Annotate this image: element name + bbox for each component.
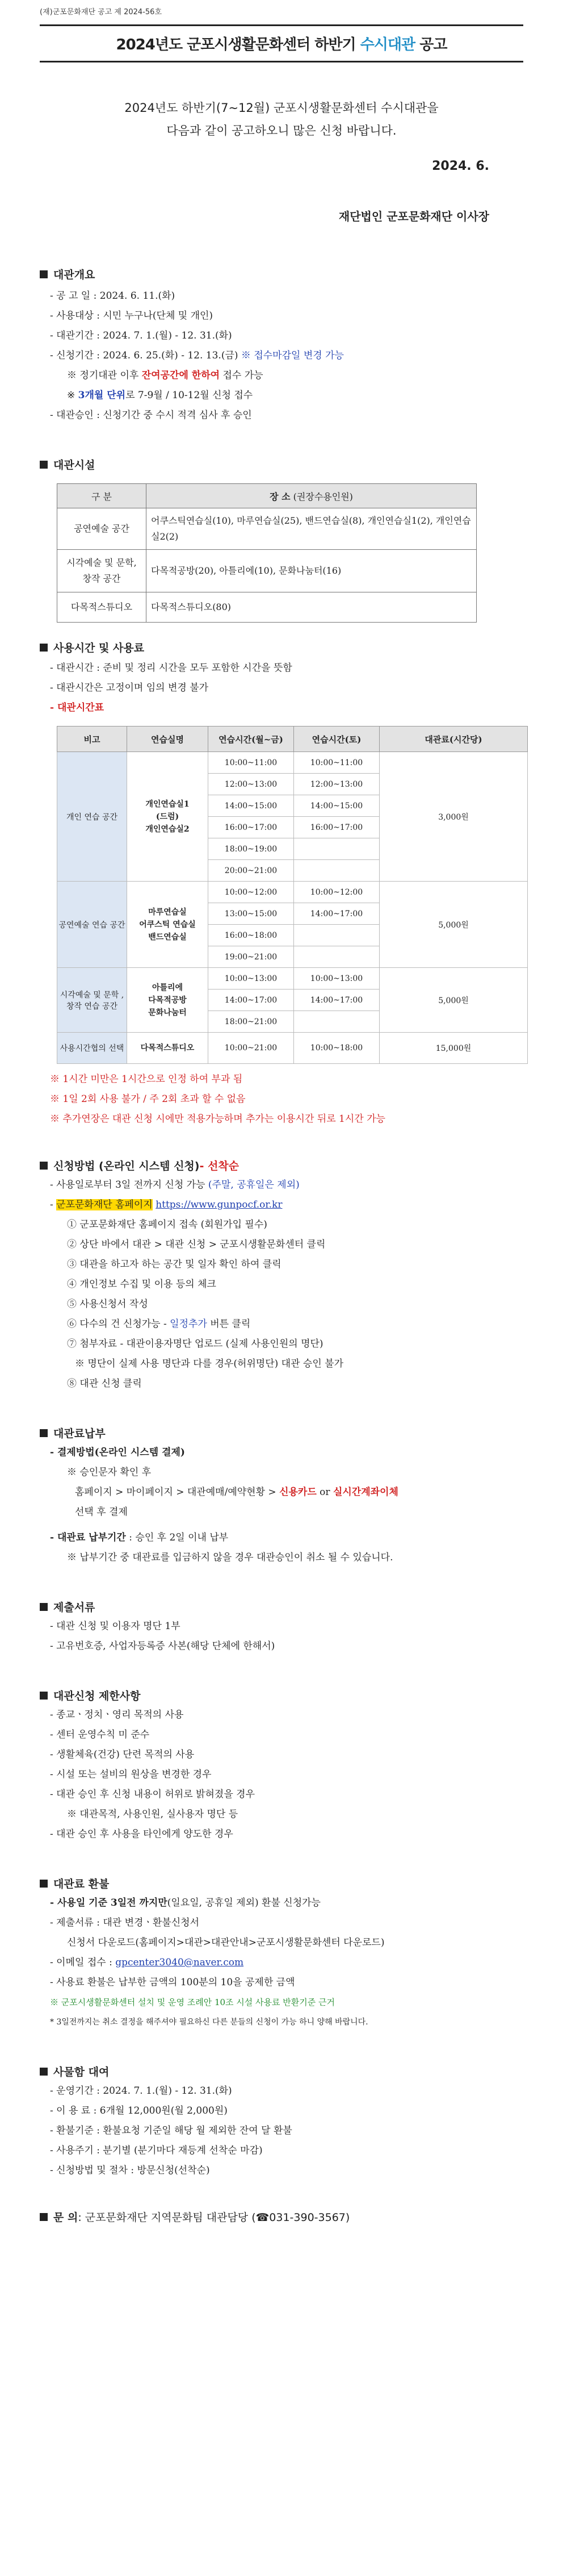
table-row: 공연예술 연습 공간 마루연습실 어쿠스틱 연습실 밴드연습실 10:00~12:00 10:00~12:00 5,000원 [57,882,528,903]
notice-date: 2024. 6. [432,159,489,173]
table-row: 사용시간협의 선택 다목적스튜디오 10:00~21:00 10:00~18:00 15,000원 [57,1033,528,1064]
table-row: 16:00~18:00 [57,925,528,946]
section-payment: 대관료납부 - 결제방법(온라인 시스템 결제) ※ 승인문자 확인 후 홈페이지 > 마이페이지 > 대관예매/예약현황 > 신용카드 or 실시간계좌이체 선택 후 결제 - 대관료 납부기간 : 승인 후 2일 이내 납부 ※ 납부기간 중 대관료를 입금하지 않을 경우 대관승인이 취소 될 수 있습니다. [40,1425,523,1568]
table-row: 18:00~21:00 [57,1011,528,1033]
issuer: 재단법인 군포문화재단 이사장 [338,210,489,223]
bullet-square-icon [40,2068,48,2076]
section-locker-rental: 사물함 대여 - 운영기간 : 2024. 7. 1.(월) - 12. 31.(화) - 이 용 료 : 6개월 12,000원(월 2,000원) - 환불기준 : 환불요청 기준일 해당 월 제외한 잔여 달 환불 - 사용주기 : 분기별 (분기마다 재등계 선착순 마감) - 신청방법 및 절차 : 방문신청(선착순) [40,2064,523,2181]
table-row: 16:00~17:00 16:00~17:00 [57,817,528,838]
section-documents: 제출서류 - 대관 신청 및 이용자 명단 1부 - 고유번호증, 사업자등록증 사본(해당 단체에 한해서) [40,1599,523,1656]
email-link[interactable]: gpcenter3040@naver.com [115,1957,244,1968]
bullet-square-icon [40,1603,48,1611]
section-contact: 문 의 : 군포문화재단 지역문화팀 대관담당 (☎031-390-3567) [40,2209,523,2224]
bullet-square-icon [40,1429,48,1437]
table-row: 12:00~13:00 12:00~13:00 [57,774,528,795]
table-row: 시각예술 및 문학, 창작 공간 다목적공방(20), 아틀리에(10), 문화나눔터(16) [57,550,477,592]
table-row: 19:00~21:00 [57,946,528,968]
table-row: 20:00~21:00 [57,860,528,882]
bullet-square-icon [40,1162,48,1170]
intro-text: 2024년도 하반기(7~12월) 군포시생활문화센터 수시대관을 다음과 같이 공고하오니 많은 신청 바랍니다. [124,101,439,137]
timetable: 비고 연습실명 연습시간(월~금) 연습시간(토) 대관료(시간당) 개인 연습 공간 개인연습실1 (드럼) 개인연습실2 10:00~11:00 10:00~11:00 3,000원 12:00~13:00 12:00~13:00 14:00~15:00 14:00~15:00 16:00~17:00 16:00~17:00 18:00~19:00 20:00~21:00 공연예술 연습 공간 마루연습실 어쿠스틱 연습실 밴드연습실 10:00~12:00 10:00~12:00 5,000원 13:00~15:00 14:00~17:00 16:00~18:00 19:00~21:00 시각예술 및 문학 ,창작 연습 공간 아틀리에 다목적공방 문화나눔터 10:00~13:00 10:00~13:00 5,000원 14:00~17:00 14:00~17:00 18:00~21:00 사용시간협의 선택 다목적스튜디오 10:00~21:00 10:00~18:00 15,000원 [57,726,528,1064]
bullet-square-icon [40,644,48,652]
table-row: 18:00~19:00 [57,838,528,860]
table-row: 14:00~17:00 14:00~17:00 [57,990,528,1011]
facilities-table: 구 분 장 소 (권장수용인원) 공연예술 공간 어쿠스틱연습실(10), 마루연습실(25), 밴드연습실(8), 개인연습실1(2), 개인연습실2(2) 시각예술 및 문학, 창작 공간 다목적공방(20), 아틀리에(10), 문화나눔터(16) 다목적스튜디오 다목적스튜디오(80) [57,483,477,623]
table-row: 13:00~15:00 14:00~17:00 [57,903,528,925]
table-row: 시각예술 및 문학 ,창작 연습 공간 아틀리에 다목적공방 문화나눔터 10:00~13:00 10:00~13:00 5,000원 [57,968,528,990]
section-hours-fees: 사용시간 및 사용료 - 대관시간 : 준비 및 정리 시간을 모두 포함한 시간을 뜻함 - 대관시간은 고정이며 임의 변경 불가 - 대관시간표 비고 연습실명 연습시간(월~금) 연습시간(토) 대관료(시간당) 개인 연습 공간 개인연습실1 (드럼) 개인연습실2 10:00~11:00 10:00~11:00 3,000원 12:00~13:00 12:00~13:00 14:00~15:00 14:00~15:00 16:00~17:00 16:00~17:00 18:00~19:00 20:00~21:00 공연예술 연습 공간 마루연습실 어쿠스틱 연습실 밴드연습실 10:00~12:00 10:00~12:00 5,000원 13:00~15:00 14:00~17:00 16:00~18:00 19:00~21:00 시각예술 및 문학 ,창작 연습 공간 아틀리에 다목적공방 문화나눔터 10:00~13:00 10:00~13:00 5,000원 14:00~17:00 14:00~17:00 18:00~21:00 사용시간협의 선택 다목적스튜디오 10:00~21:00 10:00~18:00 15,000원 ※ 1시간 미만은 1시간으로 인정 하여 부과 됨 ※ 1일 2회 사용 불가 / 주 2회 초과 할 수 없음 ※ 추가연장은 대관 신청 시에만 적용가능하며 추가는 이용시간 뒤로 1시간 가능 [40,640,523,1129]
section-application-method: 신청방법 (온라인 시스템 신청) - 선착순 - 사용일로부터 3일 전까지 신청 가능 (주말, 공휴일은 제외) - 군포문화재단 홈페이지 https://www.gunpocf.or.kr ① 군포문화재단 홈페이지 접속 (회원가입 필수) ② 상단 바에서 대관 > 대관 신청 > 군포시생활문화센터 클릭 ③ 대관을 하고자 하는 공간 및 일자 확인 하여 클릭 ④ 개인정보 수집 및 이용 등의 체크 ⑤ 사용신청서 작성 ⑥ 다수의 건 신청가능 - 일정추가 버튼 클릭 ⑦ 첨부자료 - 대관이용자명단 업로드 (실제 사용인원의 명단) ※ 명단이 실제 사용 명단과 다를 경우(허위명단) 대관 승인 불가 ⑧ 대관 신청 클릭 [40,1158,523,1394]
notice-title: 2024년도 군포시생활문화센터 하반기 수시대관 공고 [40,24,523,62]
bullet-square-icon [40,1880,48,1888]
bullet-square-icon [40,461,48,469]
bullet-square-icon [40,1692,48,1700]
section-restrictions: 대관신청 제한사항 - 종교ㆍ정치ㆍ영리 목적의 사용 - 센터 운영수칙 미 준수 - 생활체육(건강) 단련 목적의 사용 - 시설 또는 설비의 원상을 변경한 경우 - 대관 승인 후 신청 내용이 허위로 밝혀졌을 경우 ※ 대관목적, 사용인원, 실사용자 명단 등 - 대관 승인 후 사용을 타인에게 양도한 경우 [40,1688,523,1844]
bullet-square-icon [40,2213,48,2221]
table-row: 14:00~15:00 14:00~15:00 [57,795,528,817]
notice-reference-number: (재)군포문화재단 공고 제 2024-56호 [40,8,162,16]
table-row: 다목적스튜디오 다목적스튜디오(80) [57,592,477,623]
table-row: 공연예술 공간 어쿠스틱연습실(10), 마루연습실(25), 밴드연습실(8), 개인연습실1(2), 개인연습실2(2) [57,508,477,550]
section-refund: 대관료 환불 - 사용일 기준 3일전 까지만(일요일, 공휴일 제외) 환불 신청가능 - 제출서류 : 대관 변경ㆍ환불신청서 신청서 다운로드(홈페이지>대관>대관안내>군포시생활문화센터 다운로드) - 이메일 접수 : gpcenter3040@naver.com - 사용료 환불은 납부한 금액의 100분의 10을 공제한 금액 ※ 군포시생활문화센터 설치 및 운영 조례안 10조 시설 사용료 반환기준 근거 * 3일전까지는 취소 결정을 해주셔야 필요하신 다른 분들의 신청이 가능 하니 양해 바랍니다. [40,1876,523,2032]
section-rental-overview: 대관개요 - 공 고 일 : 2024. 6. 11.(화) - 사용대상 : 시민 누구나(단체 및 개인) - 대관기간 : 2024. 7. 1.(월) - 12. 31.(화) - 신청기간 : 2024. 6. 25.(화) - 12. 13.(금) ※ 접수마감일 변경 가능 ※ 정기대관 이후 잔여공간에 한하여 접수 가능 ※ 3개월 단위로 7-9월 / 10-12월 신청 접수 - 대관승인 : 신청기간 중 수시 적격 심사 후 승인 [40,266,523,425]
bullet-square-icon [40,270,48,278]
section-facilities: 대관시설 구 분 장 소 (권장수용인원) 공연예술 공간 어쿠스틱연습실(10), 마루연습실(25), 밴드연습실(8), 개인연습실1(2), 개인연습실2(2) 시각예술 및 문학, 창작 공간 다목적공방(20), 아틀리에(10), 문화나눔터(16) 다목적스튜디오 다목적스튜디오(80) [40,457,523,623]
table-row: 개인 연습 공간 개인연습실1 (드럼) 개인연습실2 10:00~11:00 10:00~11:00 3,000원 [57,752,528,774]
homepage-link[interactable]: https://www.gunpocf.or.kr [156,1199,283,1210]
